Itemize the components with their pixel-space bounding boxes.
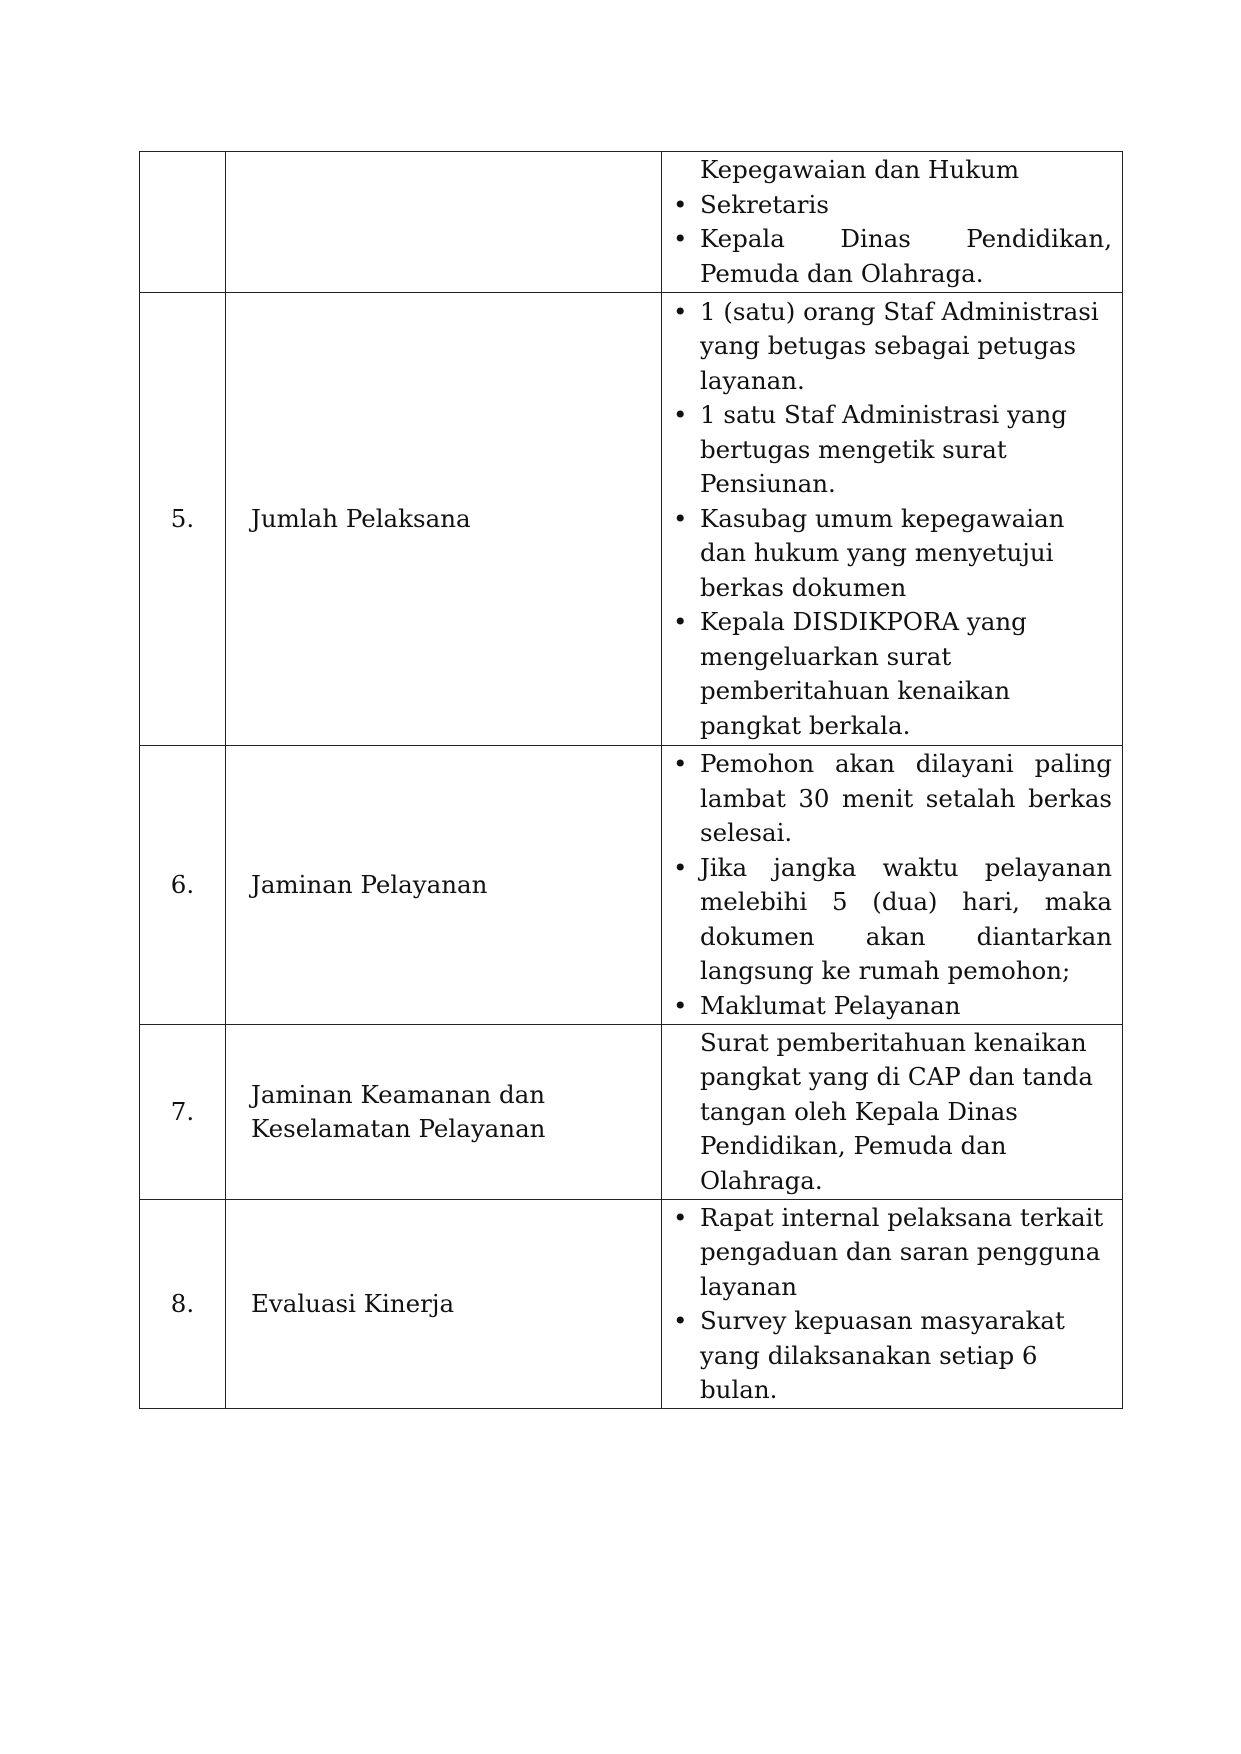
- detail-text: Surat pemberitahuan kenaikan pangkat yang di CAP dan tanda tangan oleh Kepala Dinas Pendidikan, Pemuda dan Olahraga.: [700, 1027, 1093, 1195]
- row-parameter: Evaluasi Kinerja: [226, 1200, 662, 1409]
- list-item: • Survey kepuasan masyarakat yang dilaksanakan setiap 6 bulan.: [670, 1304, 1112, 1408]
- list-item: • Jika jangka waktu pelayanan melebihi 5 (dua) hari, maka dokumen akan diantarkan langsung ke rumah pemohon;: [670, 851, 1112, 989]
- table-row: [140, 1200, 1123, 1409]
- row-number: 5.: [140, 293, 226, 746]
- row-detail: [662, 746, 1123, 1025]
- detail-list: [670, 747, 1112, 1023]
- detail-lead-text: Kepegawaian dan Hukum: [700, 155, 1020, 184]
- row-parameter: Jaminan Pelayanan: [226, 746, 662, 1025]
- table-row: [140, 746, 1123, 1025]
- list-item: • 1 satu Staf Administrasi yang bertugas mengetik surat Pensiunan.: [670, 398, 1112, 502]
- list-item: • Kepala DISDIKPORA yang mengeluarkan surat pemberitahuan kenaikan pangkat berkala.: [670, 605, 1112, 743]
- row-parameter: [226, 152, 662, 293]
- list-item: • Maklumat Pelayanan: [670, 989, 1112, 1024]
- service-standard-table: [139, 151, 1123, 1409]
- row-number: 7.: [140, 1025, 226, 1200]
- row-detail: [662, 152, 1123, 293]
- row-detail: [662, 293, 1123, 746]
- list-item: • Kepala Dinas Pendidikan, Pemuda dan Olahraga.: [670, 222, 1112, 291]
- row-parameter: Jaminan Keamanan dan Keselamatan Pelayanan: [226, 1025, 662, 1200]
- row-parameter: Jumlah Pelaksana: [226, 293, 662, 746]
- detail-list: [670, 1201, 1112, 1408]
- row-number: [140, 152, 226, 293]
- table-row: [140, 152, 1123, 293]
- row-number: 8.: [140, 1200, 226, 1409]
- table-row: [140, 1025, 1123, 1200]
- detail-list: [670, 295, 1112, 744]
- list-item: • Rapat internal pelaksana terkait pengaduan dan saran pengguna layanan: [670, 1201, 1112, 1305]
- row-detail: [662, 1200, 1123, 1409]
- row-number: 6.: [140, 746, 226, 1025]
- row-detail: [662, 1025, 1123, 1200]
- list-item: • Sekretaris: [670, 188, 1112, 223]
- detail-list: [670, 188, 1112, 292]
- list-item: • 1 (satu) orang Staf Administrasi yang betugas sebagai petugas layanan.: [670, 295, 1112, 399]
- list-item: • Kasubag umum kepegawaian dan hukum yang menyetujui berkas dokumen: [670, 502, 1112, 606]
- list-item: • Pemohon akan dilayani paling lambat 30 menit setalah berkas selesai.: [670, 747, 1112, 851]
- table-row: [140, 293, 1123, 746]
